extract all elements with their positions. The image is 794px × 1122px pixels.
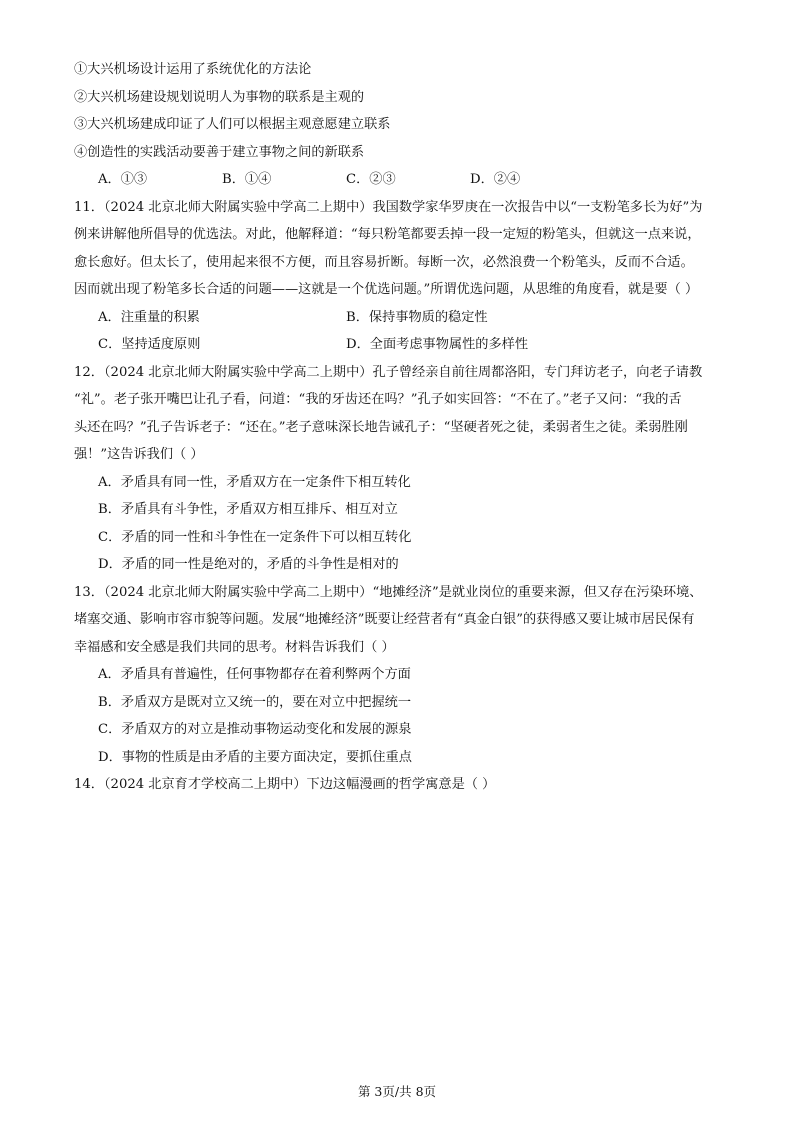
question-12 (74, 359, 724, 579)
q10-option-d: D．②④ (470, 172, 521, 187)
question-13 (74, 579, 724, 772)
q11-line-4: 因而就出现了粉笔多长合适的问题——这就是一个优选问题。”所谓优选问题，从思维的角度看，就是要（ ） (74, 282, 699, 297)
q13-option-c: C．矛盾双方的对立是推动事物运动变化和发展的源泉 (98, 722, 412, 737)
statement-3: ③大兴机场建成印证了人们可以根据主观意愿建立联系 (74, 117, 391, 132)
question-11 (74, 194, 724, 359)
q13-option-a: A．矛盾具有普遍性，任何事物都存在着利弊两个方面 (98, 667, 411, 682)
question-14: 14．（2024 北京育才学校高二上期中）下边这幅漫画的哲学寓意是（ ） (74, 777, 496, 792)
q11-line-3: 愈长愈好。但太长了，使用起来很不方便，而且容易折断。每断一次，必然浪费一个粉笔头，反而不合适。 (74, 254, 694, 270)
q12-line-2: “礼”。老子张开嘴巴让孔子看，问道：“我的牙齿还在吗？”孔子如实回答：“不在了。”老子又问：“我的舌 (74, 392, 682, 407)
q11-options-row-1 (74, 304, 724, 332)
page-footer: 第 3页/共 8页 (357, 1084, 437, 1099)
q13-line-2: 堵塞交通、影响市容市貌等问题。发展“地摊经济”既要让经营者有“真金白银”的获得感又要让城市居民保有 (74, 612, 695, 627)
q12-option-c: C．矛盾的同一性和斗争性在一定条件下可以相互转化 (98, 529, 412, 545)
q12-line-3: 头还在吗？”孔子告诉老子：“还在。”老子意味深长地告诫孔子：“坚硬者死之徒，柔弱者生之徒。柔弱胜刚 (74, 419, 688, 435)
q10-option-b: B．①④ (222, 172, 272, 187)
q11-options-row-2 (74, 331, 724, 359)
q13-option-d: D．事物的性质是由矛盾的主要方面决定，要抓住重点 (98, 749, 412, 765)
q11-line-2: 例来讲解他所倡导的优选法。对此，他解释道：“每只粉笔都要丢掉一段一定短的粉笔头，但就这一点来说， (74, 227, 701, 242)
q10-option-c: C．②③ (346, 172, 396, 187)
q13-line-1: 13．（2024 北京北师大附属实验中学高二上期中）“地摊经济”是就业岗位的重要来源，但又存在污染环境、 (74, 584, 703, 600)
q13-option-b: B．矛盾双方是既对立又统一的，要在对立中把握统一 (98, 694, 412, 710)
q10-option-a: A．①③ (98, 172, 148, 187)
q12-line-4: 强！”这告诉我们（ ） (74, 447, 204, 462)
q11-option-b: B．保持事物质的稳定性 (346, 309, 488, 325)
q11-line-1: 11．（2024 北京北师大附属实验中学高二上期中）我国数学家华罗庚在一次报告中以“一支粉笔多长为好”为 (74, 199, 703, 215)
q10-options (74, 166, 724, 194)
page-content (74, 56, 724, 799)
q11-option-a: A．注重量的积累 (98, 309, 200, 325)
statement-4: ④创造性的实践活动要善于建立事物之间的新联系 (74, 144, 365, 160)
q12-option-d: D．矛盾的同一性是绝对的，矛盾的斗争性是相对的 (98, 557, 399, 572)
q12-option-a: A．矛盾具有同一性，矛盾双方在一定条件下相互转化 (98, 474, 411, 490)
q13-line-3: 幸福感和安全感是我们共同的思考。材料告诉我们（ ） (74, 639, 395, 655)
statement-2: ②大兴机场建设规划说明人为事物的联系是主观的 (74, 89, 365, 105)
q12-line-1: 12．（2024 北京北师大附属实验中学高二上期中）孔子曾经亲自前往周都洛阳，专门拜访老子，向老子请教 (74, 364, 703, 380)
q12-option-b: B．矛盾具有斗争性，矛盾双方相互排斥、相互对立 (98, 502, 398, 517)
q11-option-d: D．全面考虑事物属性的多样性 (346, 337, 529, 352)
statement-1: ①大兴机场设计运用了系统优化的方法论 (74, 62, 312, 77)
q11-option-c: C．坚持适度原则 (98, 337, 201, 352)
